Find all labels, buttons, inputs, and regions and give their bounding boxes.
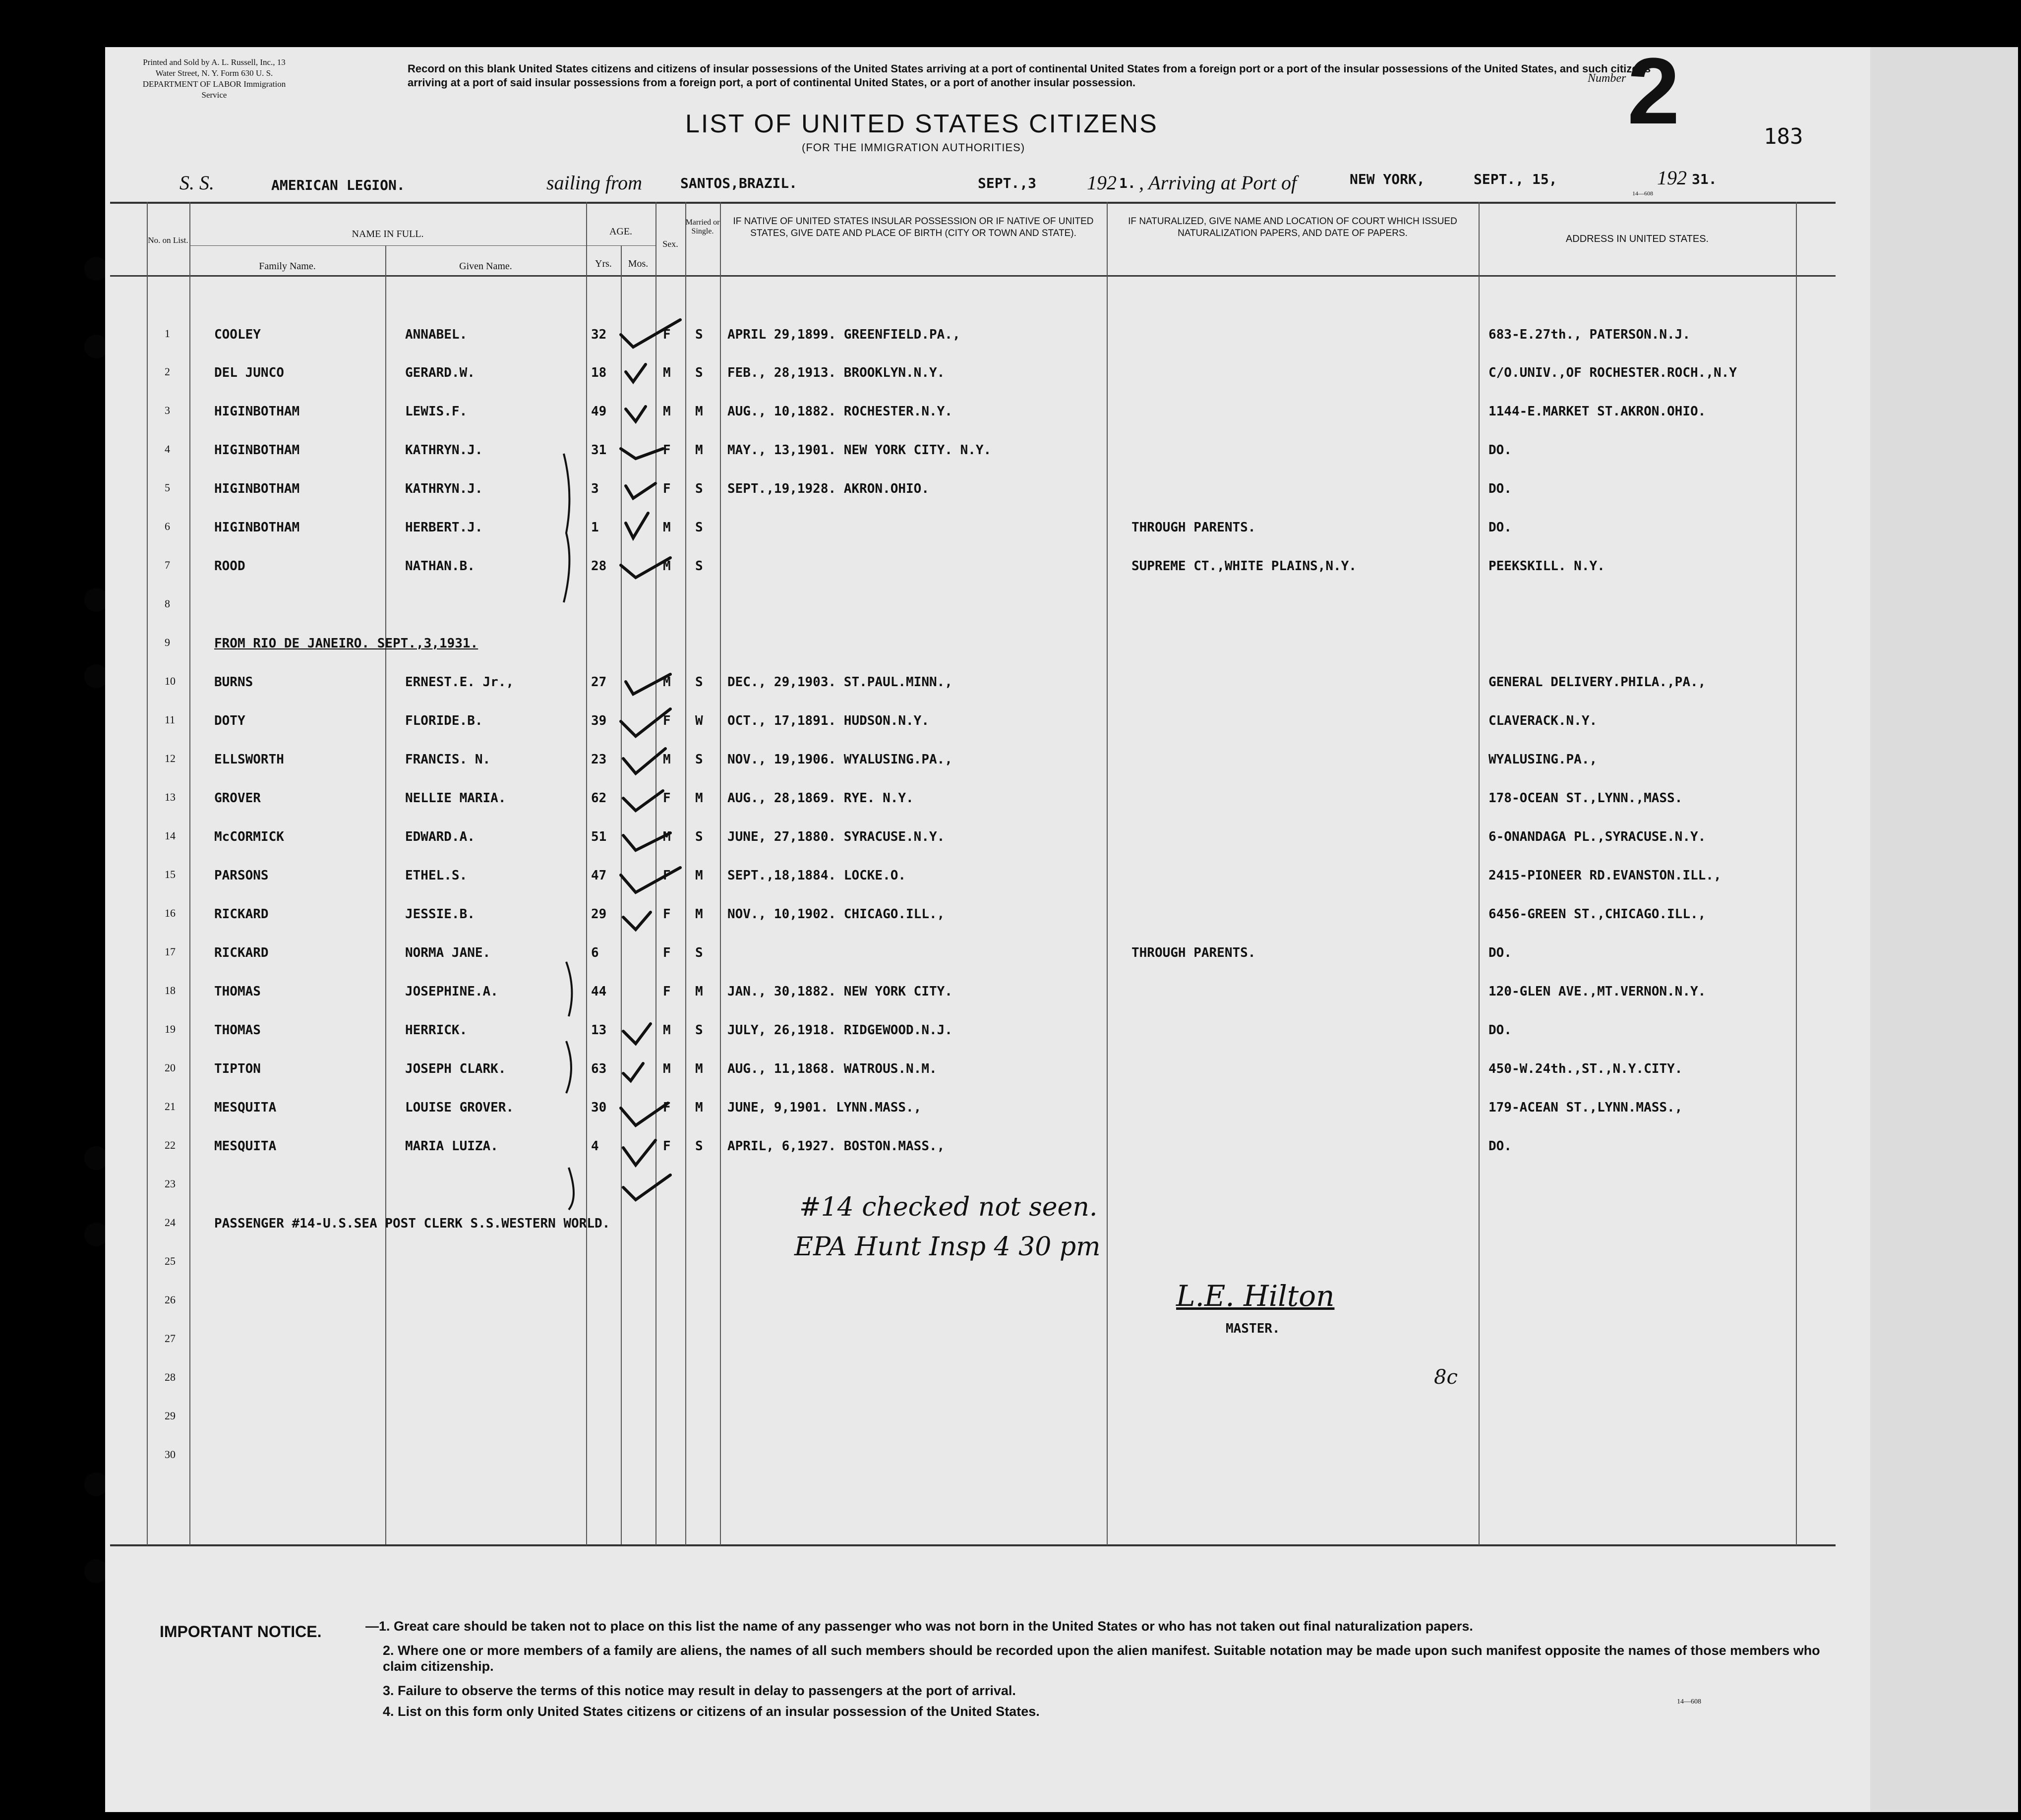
birth-info: OCT., 17,1891. HUDSON.N.Y. — [727, 713, 929, 728]
sex: M — [663, 752, 671, 767]
us-address: GENERAL DELIVERY.PHILA.,PA., — [1488, 675, 1706, 690]
row-number: 5 — [165, 481, 170, 494]
table-row — [105, 549, 1870, 587]
us-address: 179-ACEAN ST.,LYNN.MASS., — [1488, 1100, 1683, 1115]
table-row — [105, 1013, 1870, 1052]
sex: M — [663, 520, 671, 535]
sex: F — [663, 327, 671, 342]
age-years: 31 — [591, 443, 607, 458]
row-number: 30 — [165, 1448, 176, 1461]
birth-info: MAY., 13,1901. NEW YORK CITY. N.Y. — [727, 443, 992, 458]
col-head-no: No. on List. — [148, 235, 188, 245]
sailing-label: sailing from — [546, 172, 642, 194]
binder-hole — [84, 335, 108, 358]
row-number: 24 — [165, 1216, 176, 1229]
table-row — [105, 781, 1870, 820]
us-address: 6456-GREEN ST.,CHICAGO.ILL., — [1488, 907, 1706, 922]
departure-year: 1. — [1119, 175, 1136, 191]
sex: F — [663, 443, 671, 458]
birth-info: NOV., 19,1906. WYALUSING.PA., — [727, 752, 952, 767]
table-row — [105, 1361, 1870, 1400]
table-row — [105, 394, 1870, 433]
sex: M — [663, 365, 671, 380]
sex: M — [663, 829, 671, 844]
col-head-address: ADDRESS IN UNITED STATES. — [1565, 234, 1709, 244]
birth-info: NOV., 10,1902. CHICAGO.ILL., — [727, 907, 945, 922]
birth-info: AUG., 10,1882. ROCHESTER.N.Y. — [727, 404, 952, 419]
table-row — [105, 820, 1870, 858]
naturalization-info: THROUGH PARENTS. — [1131, 520, 1256, 535]
marital-status: M — [695, 443, 703, 458]
binder-hole — [84, 588, 108, 612]
table-row — [105, 1438, 1870, 1477]
marital-status: S — [695, 945, 703, 960]
departure-port: SANTOS,BRAZIL. — [680, 175, 798, 191]
table-row — [105, 471, 1870, 510]
us-address: CLAVERACK.N.Y. — [1488, 713, 1598, 728]
col-head-family: Family Name. — [259, 261, 316, 272]
arrival-date: SEPT., 15, — [1474, 171, 1557, 187]
us-address: 178-OCEAN ST.,LYNN.,MASS. — [1488, 791, 1683, 806]
age-years: 28 — [591, 559, 607, 574]
row-number: 16 — [165, 907, 176, 919]
marital-status: M — [695, 404, 703, 419]
page-stamp: 183 — [1764, 124, 1803, 149]
us-address: 120-GLEN AVE.,MT.VERNON.N.Y. — [1488, 984, 1706, 999]
sex: F — [663, 984, 671, 999]
sex: M — [663, 1061, 671, 1076]
departure-year-prefix: 192 — [1087, 172, 1117, 194]
master-signature: L.E. Hilton — [1176, 1279, 1335, 1313]
underlying-sheet — [1869, 47, 2018, 1812]
table-row — [105, 433, 1870, 471]
table-row — [105, 1129, 1870, 1168]
given-name: JOSEPH CLARK. — [405, 1061, 506, 1076]
ship-name: AMERICAN LEGION. — [271, 177, 405, 193]
marital-status: M — [695, 1100, 703, 1115]
marital-status: M — [695, 984, 703, 999]
form-code-bottom: 14—608 — [1677, 1698, 1701, 1705]
family-name: THOMAS — [214, 984, 261, 999]
row-number: 26 — [165, 1293, 176, 1306]
birth-info: DEC., 29,1903. ST.PAUL.MINN., — [727, 675, 952, 690]
row-number: 14 — [165, 829, 176, 842]
row-number: 27 — [165, 1332, 176, 1345]
family-name: ELLSWORTH — [214, 752, 284, 767]
binder-hole — [84, 1472, 108, 1496]
sex: M — [663, 404, 671, 419]
arriving-label: , Arriving at Port of — [1139, 172, 1297, 194]
given-name: HERBERT.J. — [405, 520, 483, 535]
table-row — [105, 1052, 1870, 1090]
family-name: McCORMICK — [214, 829, 284, 844]
marital-status: S — [695, 327, 703, 342]
row-number: 19 — [165, 1023, 176, 1035]
us-address: DO. — [1488, 1139, 1512, 1154]
marital-status: M — [695, 791, 703, 806]
printer-imprint: Printed and Sold by A. L. Russell, Inc., 13 Water Street, N. Y. Form 630 U. S. DEPARTMENT OF LABOR Immigration Service — [142, 58, 286, 100]
handwritten-note: #14 checked not seen. — [799, 1192, 1098, 1222]
marital-status: S — [695, 1023, 703, 1038]
row-number: 12 — [165, 752, 176, 764]
row-number: 21 — [165, 1100, 176, 1113]
notice-item-2: 2. Where one or more members of a family are aliens, the names of all such members should be recorded upon the alien manifest. Suitable notation may be made upon such manifest opposite the names of those members who claim citizenship. — [383, 1643, 1820, 1674]
sub-header-rule — [586, 245, 655, 246]
table-row — [105, 665, 1870, 704]
us-address: C/O.UNIV.,OF ROCHESTER.ROCH.,N.Y — [1488, 365, 1737, 380]
list-number: 2 — [1627, 39, 1680, 144]
handwritten-mark: 8c — [1434, 1366, 1458, 1389]
marital-status: M — [695, 907, 703, 922]
col-head-name: NAME IN FULL. — [352, 229, 424, 239]
sex: F — [663, 1100, 671, 1115]
family-name: MESQUITA — [214, 1139, 277, 1154]
notice-item-1: —1. Great care should be taken not to place on this list the name of any passenger who was not born in the United States or who has not taken out final naturalization papers. — [365, 1619, 1473, 1634]
ss-label: S. S. — [179, 172, 214, 194]
given-name: KATHRYN.J. — [405, 443, 483, 458]
table-row — [105, 1322, 1870, 1361]
row-number: 11 — [165, 713, 176, 726]
birth-info: APRIL, 6,1927. BOSTON.MASS., — [727, 1139, 945, 1154]
marital-status: S — [695, 1139, 703, 1154]
us-address: DO. — [1488, 443, 1512, 458]
birth-info: AUG., 11,1868. WATROUS.N.M. — [727, 1061, 937, 1076]
family-brackets — [554, 444, 584, 1212]
sex: M — [663, 559, 671, 574]
family-name: RICKARD — [214, 945, 269, 960]
row-number: 2 — [165, 365, 170, 378]
row-number: 8 — [165, 597, 170, 610]
given-name: MARIA LUIZA. — [405, 1139, 498, 1154]
row-number: 3 — [165, 404, 170, 416]
given-name: ETHEL.S. — [405, 868, 468, 883]
row-number: 29 — [165, 1409, 176, 1422]
sex: F — [663, 907, 671, 922]
age-years: 63 — [591, 1061, 607, 1076]
given-name: NATHAN.B. — [405, 559, 475, 574]
table-row — [105, 742, 1870, 781]
sex: M — [663, 675, 671, 690]
birth-info: JUNE, 27,1880. SYRACUSE.N.Y. — [727, 829, 945, 844]
age-years: 47 — [591, 868, 607, 883]
table-row — [105, 355, 1870, 394]
birth-info: FEB., 28,1913. BROOKLYN.N.Y. — [727, 365, 945, 380]
given-name: HERRICK. — [405, 1023, 468, 1038]
us-address: DO. — [1488, 520, 1512, 535]
col-head-age: AGE. — [609, 226, 633, 237]
given-name: FRANCIS. N. — [405, 752, 491, 767]
row-number: 28 — [165, 1371, 176, 1383]
table-row — [105, 587, 1870, 626]
marital-status: S — [695, 559, 703, 574]
naturalization-info: THROUGH PARENTS. — [1131, 945, 1256, 960]
us-address: DO. — [1488, 1023, 1512, 1038]
us-address: 6-ONANDAGA PL.,SYRACUSE.N.Y. — [1488, 829, 1706, 844]
row-number: 18 — [165, 984, 176, 997]
given-name: EDWARD.A. — [405, 829, 475, 844]
given-name: LEWIS.F. — [405, 404, 468, 419]
us-address: WYALUSING.PA., — [1488, 752, 1598, 767]
age-years: 49 — [591, 404, 607, 419]
table-row — [105, 974, 1870, 1013]
table-row — [105, 858, 1870, 897]
marital-status: M — [695, 1061, 703, 1076]
family-name: COOLEY — [214, 327, 261, 342]
marital-status: S — [695, 520, 703, 535]
age-years: 27 — [591, 675, 607, 690]
age-years: 29 — [591, 907, 607, 922]
birth-info: JUNE, 9,1901. LYNN.MASS., — [727, 1100, 922, 1115]
binder-hole — [84, 257, 108, 281]
col-head-yrs: Yrs. — [595, 258, 612, 269]
table-row — [105, 317, 1870, 356]
row-number: 6 — [165, 520, 170, 532]
age-years: 6 — [591, 945, 599, 960]
us-address: DO. — [1488, 945, 1512, 960]
age-years: 51 — [591, 829, 607, 844]
table-row — [105, 510, 1870, 549]
col-head-married: Married or Single. — [685, 218, 720, 235]
marital-status: S — [695, 675, 703, 690]
age-years: 30 — [591, 1100, 607, 1115]
col-head-sex: Sex. — [662, 239, 678, 249]
age-years: 23 — [591, 752, 607, 767]
birth-info: AUG., 28,1869. RYE. N.Y. — [727, 791, 914, 806]
age-years: 44 — [591, 984, 607, 999]
us-address: 450-W.24th.,ST.,N.Y.CITY. — [1488, 1061, 1683, 1076]
sex: F — [663, 713, 671, 728]
marital-status: S — [695, 481, 703, 496]
binder-hole — [84, 1559, 108, 1583]
us-address: PEEKSKILL. N.Y. — [1488, 559, 1605, 574]
notice-item-4: 4. List on this form only United States citizens or citizens of an insular possession of the United States. — [383, 1704, 1040, 1719]
age-years: 18 — [591, 365, 607, 380]
row-number: 25 — [165, 1255, 176, 1267]
sex: F — [663, 791, 671, 806]
row-number: 22 — [165, 1139, 176, 1151]
family-name: PARSONS — [214, 868, 269, 883]
age-years: 1 — [591, 520, 599, 535]
check-marks — [616, 300, 685, 1207]
arrival-year-prefix: 192 — [1657, 167, 1687, 189]
family-name: HIGINBOTHAM — [214, 443, 300, 458]
given-name: ANNABEL. — [405, 327, 468, 342]
us-address: 683-E.27th., PATERSON.N.J. — [1488, 327, 1690, 342]
age-years: 32 — [591, 327, 607, 342]
departure-date: SEPT.,3 — [978, 175, 1037, 191]
family-name: ROOD — [214, 559, 245, 574]
given-name: JESSIE.B. — [405, 907, 475, 922]
binder-hole — [84, 664, 108, 688]
marital-status: S — [695, 752, 703, 767]
marital-status: S — [695, 365, 703, 380]
col-head-birth: IF NATIVE OF UNITED STATES INSULAR POSSESSION OR IF NATIVE OF UNITED STATES, GIVE DATE AND PLACE OF BIRTH (CITY OR TOWN AND STATE). — [733, 216, 1094, 238]
age-years: 39 — [591, 713, 607, 728]
master-label: MASTER. — [1226, 1321, 1280, 1336]
sex: F — [663, 1139, 671, 1154]
marital-status: M — [695, 868, 703, 883]
arrival-port: NEW YORK, — [1350, 171, 1425, 187]
table-row — [105, 1400, 1870, 1438]
birth-info: APRIL 29,1899. GREENFIELD.PA., — [727, 327, 960, 342]
remark-text: PASSENGER #14-U.S.SEA POST CLERK S.S.WESTERN WORLD. — [214, 1216, 610, 1231]
table-row — [105, 1284, 1870, 1322]
number-label: Number — [1588, 72, 1626, 85]
given-name: KATHRYN.J. — [405, 481, 483, 496]
birth-info: JULY, 26,1918. RIDGEWOOD.N.J. — [727, 1023, 952, 1038]
table-row — [105, 897, 1870, 936]
family-name: GROVER — [214, 791, 261, 806]
arrival-year: 31. — [1692, 171, 1717, 187]
manifest-page — [105, 39, 1870, 1812]
table-top-rule — [110, 202, 1836, 204]
sex: F — [663, 945, 671, 960]
sex: M — [663, 1023, 671, 1038]
given-name: NELLIE MARIA. — [405, 791, 506, 806]
age-years: 13 — [591, 1023, 607, 1038]
family-name: BURNS — [214, 675, 253, 690]
header-bottom-rule — [110, 275, 1836, 277]
marital-status: S — [695, 829, 703, 844]
row-number: 1 — [165, 327, 170, 340]
sex: F — [663, 868, 671, 883]
given-name: JOSEPHINE.A. — [405, 984, 498, 999]
family-name: DEL JUNCO — [214, 365, 284, 380]
naturalization-info: SUPREME CT.,WHITE PLAINS,N.Y. — [1131, 559, 1357, 574]
us-address: 2415-PIONEER RD.EVANSTON.ILL., — [1488, 868, 1722, 883]
row-number: 15 — [165, 868, 176, 881]
table-row — [105, 626, 1870, 665]
col-head-given: Given Name. — [459, 261, 512, 272]
marital-status: W — [695, 713, 703, 728]
form-code-top: 14—608 — [1632, 190, 1653, 197]
family-name: HIGINBOTHAM — [214, 520, 300, 535]
given-name: ERNEST.E. Jr., — [405, 675, 514, 690]
given-name: GERARD.W. — [405, 365, 475, 380]
binder-hole — [84, 1223, 108, 1246]
notice-item-3: 3. Failure to observe the terms of this notice may result in delay to passengers at the port of arrival. — [383, 1683, 1016, 1698]
row-number: 13 — [165, 791, 176, 803]
family-name: THOMAS — [214, 1023, 261, 1038]
row-number: 9 — [165, 636, 170, 648]
row-number: 10 — [165, 675, 176, 687]
row-number: 17 — [165, 945, 176, 958]
given-name: FLORIDE.B. — [405, 713, 483, 728]
notice-heading: IMPORTANT NOTICE. — [160, 1623, 322, 1641]
family-name: HIGINBOTHAM — [214, 404, 300, 419]
family-name: TIPTON — [214, 1061, 261, 1076]
age-years: 62 — [591, 791, 607, 806]
row-number: 23 — [165, 1177, 176, 1190]
row-number: 20 — [165, 1061, 176, 1074]
us-address: 1144-E.MARKET ST.AKRON.OHIO. — [1488, 404, 1706, 419]
document-subtitle: (FOR THE IMMIGRATION AUTHORITIES) — [802, 141, 1025, 154]
family-name: RICKARD — [214, 907, 269, 922]
sub-header-rule — [189, 245, 586, 246]
col-head-mos: Mos. — [628, 258, 649, 269]
birth-info: SEPT.,19,1928. AKRON.OHIO. — [727, 481, 929, 496]
handwritten-note: EPA Hunt Insp 4 30 pm — [794, 1232, 1101, 1262]
table-row — [105, 936, 1870, 974]
given-name: LOUISE GROVER. — [405, 1100, 514, 1115]
age-years: 3 — [591, 481, 599, 496]
record-instructions: Record on this blank United States citizens and citizens of insular possessions of the United States arriving at a port of continental United States from a foreign port or a port of the insular possessions of the United States, and such citizens arriving at a port of said insular possessions from a foreign port, a port of continental United States, or a port of another insular possession. — [408, 62, 1651, 89]
sex: F — [663, 481, 671, 496]
table-bottom-rule — [110, 1544, 1836, 1546]
row-number: 4 — [165, 443, 170, 455]
family-name: MESQUITA — [214, 1100, 277, 1115]
age-years: 4 — [591, 1139, 599, 1154]
birth-info: SEPT.,18,1884. LOCKE.O. — [727, 868, 906, 883]
birth-info: JAN., 30,1882. NEW YORK CITY. — [727, 984, 952, 999]
row-number: 7 — [165, 559, 170, 571]
us-address: DO. — [1488, 481, 1512, 496]
col-head-naturalized: IF NATURALIZED, GIVE NAME AND LOCATION OF COURT WHICH ISSUED NATURALIZATION PAPERS, AND DATE OF PAPERS. — [1128, 216, 1457, 238]
given-name: NORMA JANE. — [405, 945, 491, 960]
binder-hole — [84, 1146, 108, 1170]
family-name: HIGINBOTHAM — [214, 481, 300, 496]
table-row — [105, 704, 1870, 742]
family-name: DOTY — [214, 713, 245, 728]
document-title: LIST OF UNITED STATES CITIZENS — [685, 110, 1158, 138]
section-heading: FROM RIO DE JANEIRO. SEPT.,3,1931. — [214, 636, 478, 651]
table-row — [105, 1090, 1870, 1129]
